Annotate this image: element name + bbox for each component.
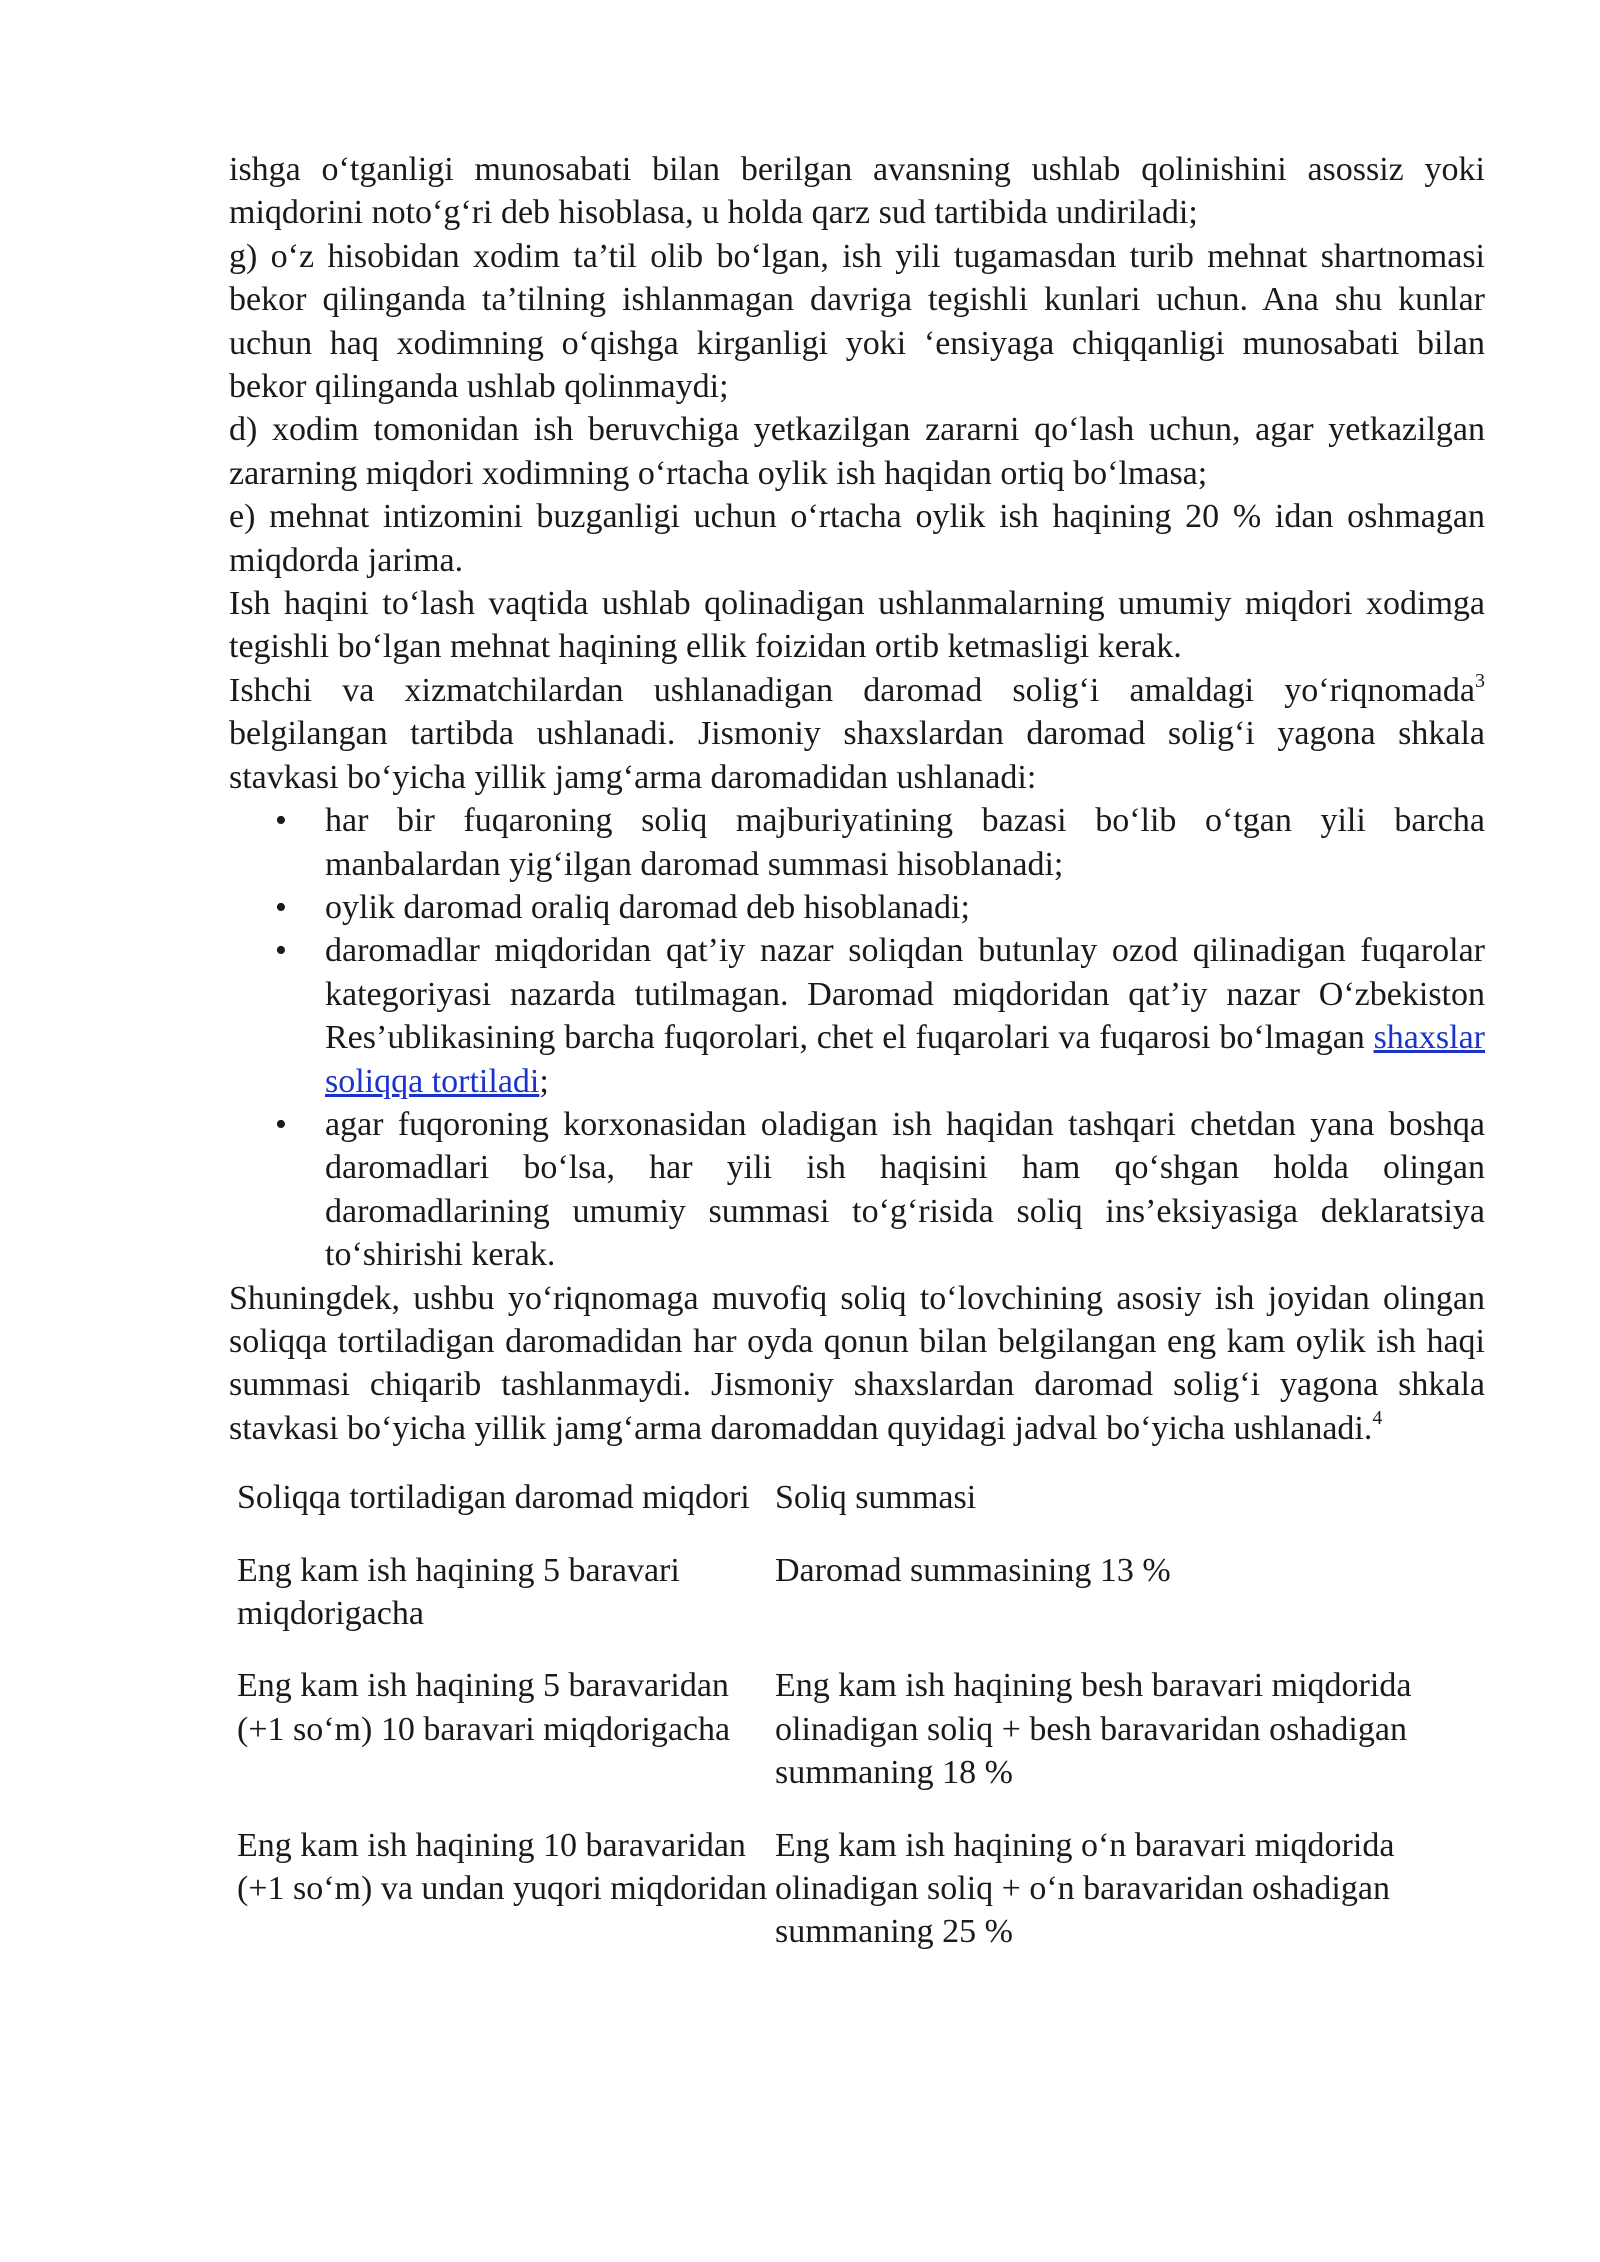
- table-row: [237, 1824, 1485, 1983]
- list-item: [275, 1103, 1485, 1277]
- tax-rate-table: [237, 1476, 1485, 1983]
- bullet-icon: •: [275, 1105, 287, 1143]
- list-item-text-end: ;: [539, 1062, 549, 1100]
- list-item: [275, 799, 1485, 886]
- table-header-row: [237, 1476, 1485, 1548]
- paragraph-tax-table-intro-text: Shuningdek, ushbu yo‘riqnomaga muvofiq soliq to‘lovchining asosiy ish joyidan olingan soliqqa tortiladigan daromadidan har oyda qonun bilan belgilangan eng kam oylik ish haqi summasi chiqarib tashlanmaydi. Jismoniy shaxslardan daromad solig‘i yagona shkala stavkasi bo‘yicha yillik jamg‘arma daromaddan quyidagi jadval bo‘yicha ushlanadi.: [229, 1279, 1485, 1447]
- footnote-ref-4[interactable]: 4: [1372, 1407, 1383, 1430]
- paragraph-income-tax-text-b: belgilangan tartibda ushlanadi. Jismoniy shaxslardan daromad solig‘i yagona shkala stavkasi bo‘yicha yillik jamg‘arma daromadidan ushlanadi:: [229, 715, 1485, 796]
- list-item-text: har bir fuqaroning soliq majburiyatining bazasi bo‘lib o‘tgan yili barcha manbalardan yig‘ilgan daromad summasi hisoblanadi;: [325, 802, 1485, 883]
- table-row: [237, 1664, 1485, 1823]
- table-cell: Eng kam ish haqining 5 baravaridan (+1 so‘m) 10 baravari miqdorigacha: [237, 1667, 731, 1748]
- list-item: [275, 886, 1485, 929]
- paragraph-item-e: e) mehnat intizomini buzganligi uchun o‘rtacha oylik ish haqining 20 % idan oshmagan miqdorda jarima.: [229, 498, 1485, 579]
- paragraph-item-d: d) xodim tomonidan ish beruvchiga yetkazilgan zararni qo‘lash uchun, agar yetkazilgan zararning miqdori xodimning o‘rtacha oylik ish haqidan ortiq bo‘lmasa;: [229, 411, 1485, 492]
- table-cell: Eng kam ish haqining 5 baravari miqdorigacha: [237, 1551, 680, 1632]
- list-item-text: daromadlar miqdoridan qat’iy nazar soliqdan butunlay ozod qilinadigan fuqarolar kategoriyasi nazarda tutilmagan. Daromad miqdoridan qat’iy nazar O‘zbekiston Res’ublikasining barcha fuqorolari, chet el fuqarolari va fuqarosi bo‘lmagan: [325, 932, 1485, 1057]
- list-item: [275, 929, 1485, 1103]
- hyperlink-shaxslar[interactable]: shaxslar soliqqa tortiladi: [325, 1019, 1485, 1100]
- paragraph-item-g: g) o‘z hisobidan xodim ta’til olib bo‘lgan, ish yili tugamasdan turib mehnat shartnomasi bekor qilinganda ta’tilning ishlanmagan davriga tegishli kunlari uchun. Ana shu kunlar uchun haq xodimning o‘qishga kirganligi yoki ‘ensiyaga chiqqanligi munosabati bilan bekor qilinganda ushlab qolinmaydi;: [229, 237, 1485, 406]
- table-row: [237, 1549, 1485, 1665]
- bullet-icon: •: [275, 888, 287, 926]
- footnote-ref-3[interactable]: 3: [1475, 669, 1485, 692]
- list-item-text: oylik daromad oraliq daromad deb hisoblanadi;: [325, 888, 970, 926]
- document-page: [229, 148, 1485, 1983]
- bullet-list: [229, 799, 1485, 1276]
- table-cell: Daromad summasining 13 %: [775, 1551, 1171, 1589]
- paragraph-tax-table-intro: [229, 1277, 1485, 1451]
- table-header-cell: Soliqqa tortiladigan daromad miqdori: [237, 1479, 750, 1517]
- bullet-icon: •: [275, 802, 287, 840]
- paragraph-avans: ishga o‘tganligi munosabati bilan berilgan avansning ushlab qolinishini asossiz yoki miqdorini noto‘g‘ri deb hisoblasa, u holda qarz sud tartibida undiriladi;: [229, 151, 1485, 232]
- table-header-cell: Soliq summasi: [775, 1479, 977, 1517]
- table-cell: Eng kam ish haqining 10 baravaridan (+1 so‘m) va undan yuqori miqdoridan: [237, 1826, 768, 1908]
- table-cell: Eng kam ish haqining o‘n baravari miqdorida olinadigan soliq + o‘n baravaridan oshadigan summaning 25 %: [775, 1826, 1395, 1951]
- table-cell: Eng kam ish haqining besh baravari miqdorida olinadigan soliq + besh baravaridan oshadigan summaning 18 %: [775, 1667, 1412, 1792]
- list-item-text: agar fuqoroning korxonasidan oladigan ish haqidan tashqari chetdan yana boshqa daromadlari bo‘lsa, har yili ish haqisini ham qo‘shgan holda olingan daromadlarining umumiy summasi to‘g‘risida soliq ins’eksiyasiga deklaratsiya to‘shirishi kerak.: [325, 1105, 1485, 1274]
- paragraph-income-tax: [229, 669, 1485, 799]
- bullet-icon: •: [275, 932, 287, 970]
- paragraph-deduction-limit: Ish haqini to‘lash vaqtida ushlab qolinadigan ushlanmalarning umumiy miqdori xodimga tegishli bo‘lgan mehnat haqining ellik foizidan ortib ketmasligi kerak.: [229, 585, 1485, 666]
- paragraph-income-tax-text-a: Ishchi va xizmatchilardan ushlanadigan daromad solig‘i amaldagi yo‘riqnomada: [229, 671, 1475, 709]
